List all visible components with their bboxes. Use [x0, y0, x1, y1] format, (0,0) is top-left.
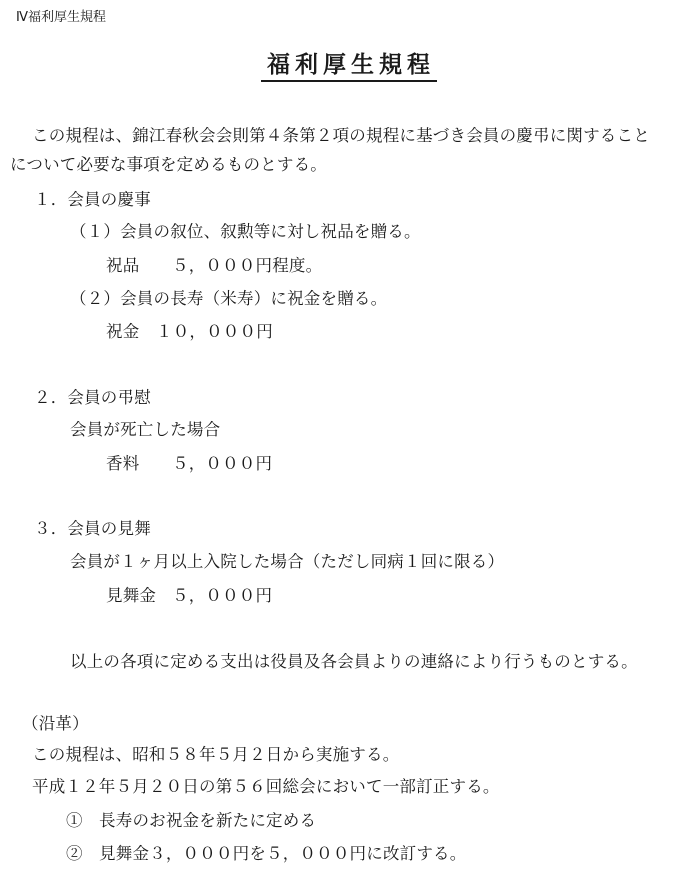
section-2-condition: 会員が死亡した場合 — [70, 420, 221, 439]
section-1-heading: １．会員の慶事 — [34, 190, 151, 209]
section-3-amount — [106, 582, 272, 606]
history-item-2 — [66, 840, 466, 864]
section-1-item-2: （２）会員の長寿（米寿）に祝金を贈る。 — [70, 289, 388, 308]
history-item-text: 見舞金３，０００円を５，０００円に改訂する。 — [99, 844, 467, 863]
section-1-item-2-amount — [106, 318, 273, 342]
section-label: Ⅳ福利厚生規程 — [16, 10, 106, 25]
amount-value: ５，０００円程度。 — [172, 256, 323, 275]
intro-line-1: この規程は、錦江春秋会会則第４条第２項の規程に基づき会員の慶弔に関すること — [32, 126, 650, 145]
section-2-heading: ２．会員の弔慰 — [34, 388, 151, 407]
amount-label: 祝金 — [106, 322, 140, 341]
history-heading: （沿革） — [22, 714, 89, 733]
section-3-condition: 会員が１ヶ月以上入院した場合（ただし同病１回に限る） — [70, 552, 505, 571]
section-3-heading: ３．会員の見舞 — [34, 519, 151, 538]
history-item-text: 長寿のお祝金を新たに定める — [99, 811, 317, 830]
amount-label: 見舞金 — [106, 586, 157, 605]
amount-label: 香料 — [106, 454, 140, 473]
history-line-1: この規程は、昭和５８年５月２日から実施する。 — [32, 745, 400, 764]
history-line-2: 平成１２年５月２０日の第５６回総会において一部訂正する。 — [32, 777, 500, 796]
document-title — [0, 46, 698, 79]
amount-value: １０，０００円 — [156, 322, 273, 341]
circled-number-2: ② — [66, 844, 83, 863]
section-2-amount — [106, 450, 272, 474]
amount-value: ５，０００円 — [172, 586, 273, 605]
history-item-1 — [66, 807, 316, 831]
intro-line-2: について必要な事項を定めるものとする。 — [10, 155, 327, 174]
circled-number-1: ① — [66, 811, 83, 830]
document-title-text: 福利厚生規程 — [261, 51, 437, 82]
section-1-item-1-amount — [106, 252, 322, 276]
closing-statement: 以上の各項に定める支出は役員及各会員よりの連絡により行うものとする。 — [70, 652, 638, 671]
amount-value: ５，０００円 — [172, 454, 273, 473]
amount-label: 祝品 — [106, 256, 140, 275]
section-1-item-1: （１）会員の叙位、叙勲等に対し祝品を贈る。 — [70, 222, 421, 241]
